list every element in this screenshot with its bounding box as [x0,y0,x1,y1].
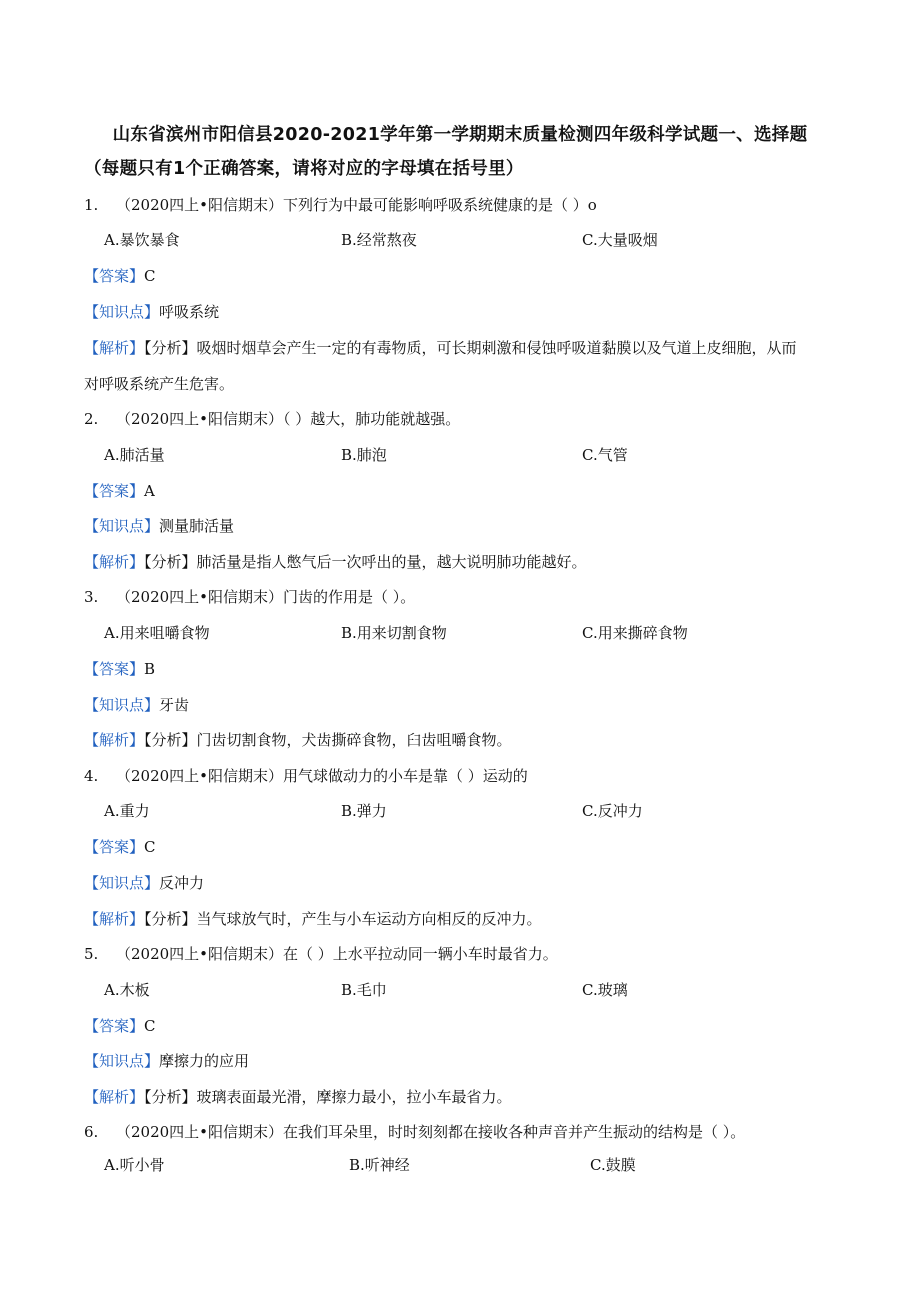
question-number: 4. [84,767,99,785]
analysis-text: 吸烟时烟草会产生一定的有毒物质，可长期刺激和侵蚀呼吸道黏膜以及气道上皮细胞，从而 [196,339,797,357]
answer-tag: 【答案】 [84,482,145,500]
question-text: （2020四上•阳信期末）（ ）越大，肺功能就越强。 [116,410,461,428]
option-b: B.听神经 [349,1156,410,1174]
question-number: 3. [84,588,99,606]
answer-line [84,266,156,286]
analysis-line [84,1087,512,1107]
option-a: A.用来咀嚼食物 [104,624,210,642]
analysis-tag: 【解析】 [84,339,145,357]
option-c: C.反冲力 [582,802,643,820]
option-a: A.听小骨 [104,1156,165,1174]
answer-tag: 【答案】 [84,267,145,285]
knowledge-line [84,695,189,715]
analysis-text: 玻璃表面最光滑，摩擦力最小，拉小车最省力。 [196,1088,512,1106]
option-b: B.用来切割食物 [341,624,447,642]
option-a: A.木板 [104,981,150,999]
analysis-text: 肺活量是指人憋气后一次呼出的量，越大说明肺功能越好。 [196,553,587,571]
question-6 [84,1122,745,1142]
answer-value: B [144,660,156,678]
option-c: C.用来撕碎食物 [582,624,688,642]
knowledge-line [84,302,219,322]
knowledge-value: 测量肺活量 [159,517,235,535]
knowledge-value: 反冲力 [159,874,205,892]
question-1 [84,195,597,215]
option-b: B.经常熬夜 [341,231,417,249]
analysis-tag: 【解析】 [84,910,145,928]
analysis-tag: 【解析】 [84,731,145,749]
question-text: （2020四上•阳信期末）在我们耳朵里，时时刻刻都在接收各种声音并产生振动的结构是（ ）。 [116,1123,746,1141]
answer-value: C [144,1017,156,1035]
option-b: B.弹力 [341,802,387,820]
analysis-line [84,338,797,358]
question-text: （2020四上•阳信期末）下列行为中最可能影响呼吸系统健康的是（ ）o [116,196,597,214]
answer-line [84,837,156,857]
analysis-tag: 【解析】 [84,1088,145,1106]
answer-value: C [144,838,156,856]
option-a: A.肺活量 [104,446,165,464]
analysis-continuation: 对呼吸系统产生危害。 [84,375,235,393]
knowledge-tag: 【知识点】 [84,1052,160,1070]
option-c: C.大量吸烟 [582,231,658,249]
answer-value: C [144,267,156,285]
knowledge-tag: 【知识点】 [84,874,160,892]
knowledge-value: 牙齿 [159,696,190,714]
section-instruction: （每题只有1个正确答案，请将对应的字母填在括号里） [84,159,524,179]
answer-line [84,481,155,501]
fenxi-tag: 【分析】 [144,1088,197,1106]
option-a: A.重力 [104,802,150,820]
knowledge-value: 呼吸系统 [159,303,220,321]
answer-line [84,1016,156,1036]
question-3 [84,587,415,607]
question-number: 5. [84,945,99,963]
question-2 [84,409,460,429]
question-number: 1. [84,196,99,214]
knowledge-value: 摩擦力的应用 [159,1052,250,1070]
answer-tag: 【答案】 [84,838,145,856]
answer-tag: 【答案】 [84,660,145,678]
fenxi-tag: 【分析】 [144,553,197,571]
option-c: C.气管 [582,446,628,464]
analysis-tag: 【解析】 [84,553,145,571]
fenxi-tag: 【分析】 [144,339,197,357]
question-text: （2020四上•阳信期末）在（ ）上水平拉动同一辆小车时最省力。 [116,945,558,963]
analysis-line [84,552,587,572]
question-text: （2020四上•阳信期末）用气球做动力的小车是靠（ ）运动的 [116,767,528,785]
fenxi-tag: 【分析】 [144,910,197,928]
option-c: C.鼓膜 [590,1156,636,1174]
knowledge-line [84,873,204,893]
analysis-line [84,730,512,750]
document-title: 山东省滨州市阳信县2020-2021学年第一学期期末质量检测四年级科学试题一、选择题 [112,125,808,145]
option-a: A.暴饮暴食 [104,231,180,249]
option-b: B.肺泡 [341,446,387,464]
fenxi-tag: 【分析】 [144,731,197,749]
option-b: B.毛巾 [341,981,387,999]
answer-tag: 【答案】 [84,1017,145,1035]
analysis-text: 当气球放气时，产生与小车运动方向相反的反冲力。 [196,910,542,928]
question-text: （2020四上•阳信期末）门齿的作用是（ ）。 [116,588,416,606]
knowledge-tag: 【知识点】 [84,303,160,321]
analysis-line [84,909,542,929]
knowledge-tag: 【知识点】 [84,517,160,535]
question-4 [84,766,528,786]
knowledge-line [84,1051,249,1071]
option-c: C.玻璃 [582,981,628,999]
knowledge-tag: 【知识点】 [84,696,160,714]
answer-value: A [144,482,155,500]
analysis-text: 门齿切割食物，犬齿撕碎食物，臼齿咀嚼食物。 [196,731,512,749]
answer-line [84,659,155,679]
question-5 [84,944,558,964]
question-number: 6. [84,1123,99,1141]
knowledge-line [84,516,234,536]
question-number: 2. [84,410,99,428]
